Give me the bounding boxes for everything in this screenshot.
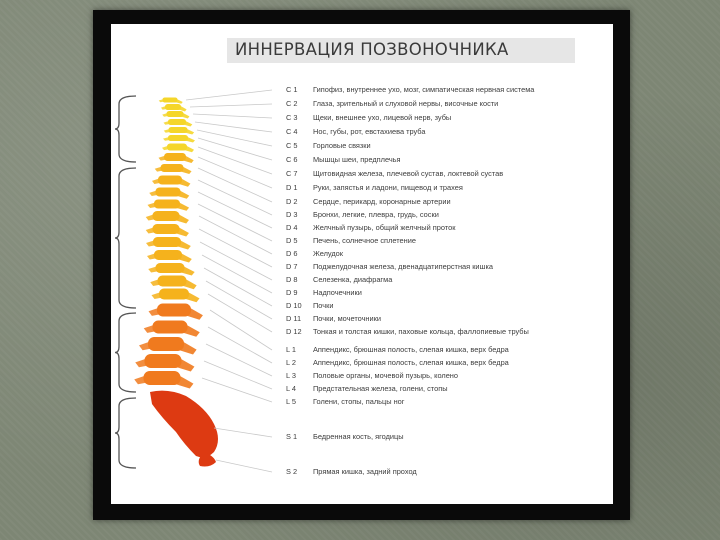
section-bracket — [115, 96, 136, 162]
vertebra — [156, 263, 185, 273]
vertebra — [158, 176, 182, 185]
leader-line — [208, 327, 272, 363]
segment-code: D 6 — [286, 249, 298, 258]
segment-code: S 1 — [286, 432, 298, 441]
segment-code: L 1 — [286, 345, 296, 354]
section-bracket — [115, 313, 136, 392]
vertebra — [145, 354, 182, 368]
segment-description: Почки — [313, 301, 334, 310]
segment-code: D 11 — [286, 314, 302, 323]
segment-code: C 6 — [286, 155, 298, 164]
segment-description: Сердце, перикард, коронарные артерии — [313, 197, 451, 206]
leader-line — [197, 130, 272, 146]
segment-description: Почки, мочеточники — [313, 314, 381, 323]
leader-line — [206, 281, 272, 319]
page-title: ИННЕРВАЦИЯ ПОЗВОНОЧНИКА — [235, 40, 509, 59]
segment-description: Мышцы шеи, предплечья — [313, 155, 401, 164]
segment-code: D 5 — [286, 236, 298, 245]
segment-description: Горловые связки — [313, 141, 371, 150]
segment-description: Желчный пузырь, общий желчный проток — [313, 223, 456, 232]
segment-description: Печень, солнечное сплетение — [313, 236, 416, 245]
segment-code: D 7 — [286, 262, 298, 271]
vertebra — [153, 211, 180, 221]
vertebra — [165, 104, 181, 110]
segment-code: L 4 — [286, 384, 296, 393]
segment-code: D 10 — [286, 301, 302, 310]
segment-code: D 9 — [286, 288, 298, 297]
leader-line — [208, 294, 272, 332]
segment-code: D 3 — [286, 210, 298, 219]
vertebra — [168, 135, 188, 141]
segment-description: Руки, запястья и ладони, пищевод и трахея — [313, 183, 463, 192]
segment-description: Аппендикс, брюшная полость, слепая кишка, верх бедра — [313, 358, 509, 367]
sacrum — [150, 391, 218, 458]
leader-line — [204, 361, 272, 389]
segment-code: C 5 — [286, 141, 298, 150]
leader-line — [202, 378, 272, 402]
segment-description: Гипофиз, внутреннее ухо, мозг, симпатическая нервная система — [313, 85, 535, 94]
segment-code: L 2 — [286, 358, 296, 367]
vertebra — [167, 144, 187, 151]
segment-code: D 1 — [286, 183, 298, 192]
segment-code: L 5 — [286, 397, 296, 406]
vertebra — [156, 188, 181, 197]
vertebra — [168, 119, 186, 125]
segment-code: L 3 — [286, 371, 296, 380]
vertebra — [153, 321, 188, 334]
leader-line — [186, 90, 272, 100]
segment-code: S 2 — [286, 467, 298, 476]
vertebra — [153, 224, 180, 234]
vertebra — [159, 289, 189, 300]
vertebra — [153, 237, 181, 247]
segment-description: Аппендикс, брюшная полость, слепая кишка, верх бедра — [313, 345, 509, 354]
leader-line — [206, 344, 272, 376]
vertebra — [154, 250, 182, 260]
segment-code: D 8 — [286, 275, 298, 284]
leader-line — [216, 460, 272, 472]
segment-description: Нос, губы, рот, евстахиева труба — [313, 127, 426, 136]
segment-code: C 7 — [286, 169, 298, 178]
leader-line — [204, 268, 272, 306]
vertebra — [154, 200, 180, 209]
leader-line — [193, 114, 272, 118]
leader-line — [202, 255, 272, 293]
vertebra — [158, 276, 187, 287]
segment-description: Голени, стопы, пальцы ног — [313, 397, 405, 406]
segment-code: D 2 — [286, 197, 298, 206]
leader-line — [210, 310, 272, 350]
vertebra — [161, 164, 184, 172]
segment-code: C 4 — [286, 127, 298, 136]
segment-description: Надпочечники — [313, 288, 362, 297]
vertebra — [164, 153, 186, 161]
segment-code: D 4 — [286, 223, 298, 232]
vertebra — [157, 304, 191, 317]
segment-description: Прямая кишка, задний проход — [313, 467, 417, 476]
segment-description: Тонкая и толстая кишки, паховые кольца, фаллопиевые трубы — [313, 327, 529, 336]
vertebra — [163, 98, 178, 103]
segment-description: Половые органы, мочевой пузырь, колено — [313, 371, 459, 380]
section-bracket — [115, 168, 136, 308]
segment-description: Щеки, внешнее ухо, лицевой нерв, зубы — [313, 113, 452, 122]
vertebra — [167, 111, 184, 117]
section-bracket — [115, 398, 136, 468]
segment-description: Поджелудочная железа, двенадцатиперстная кишка — [313, 262, 493, 271]
leader-line — [195, 122, 272, 132]
leader-line — [198, 138, 272, 160]
segment-code: C 1 — [286, 85, 298, 94]
segment-code: C 2 — [286, 99, 298, 108]
leader-line — [198, 147, 272, 174]
vertebra — [144, 371, 181, 385]
leader-line — [214, 428, 272, 437]
leader-line — [198, 157, 272, 188]
segment-description: Бронхи, легкие, плевра, грудь, соски — [313, 210, 439, 219]
vertebra — [148, 337, 184, 351]
segment-description: Щитовидная железа, плечевой сустав, локтевой сустав — [313, 169, 504, 178]
segment-description: Селезенка, диафрагма — [313, 275, 393, 284]
segment-description: Желудок — [313, 249, 344, 258]
segment-description: Предстательная железа, голени, стопы — [313, 384, 448, 393]
leader-line — [190, 104, 272, 107]
segment-description: Глаза, зрительный и слуховой нервы, височные кости — [313, 99, 499, 108]
segment-code: C 3 — [286, 113, 298, 122]
segment-code: D 12 — [286, 327, 302, 336]
segment-description: Бедренная кость, ягодицы — [313, 432, 404, 441]
vertebra — [169, 127, 188, 133]
